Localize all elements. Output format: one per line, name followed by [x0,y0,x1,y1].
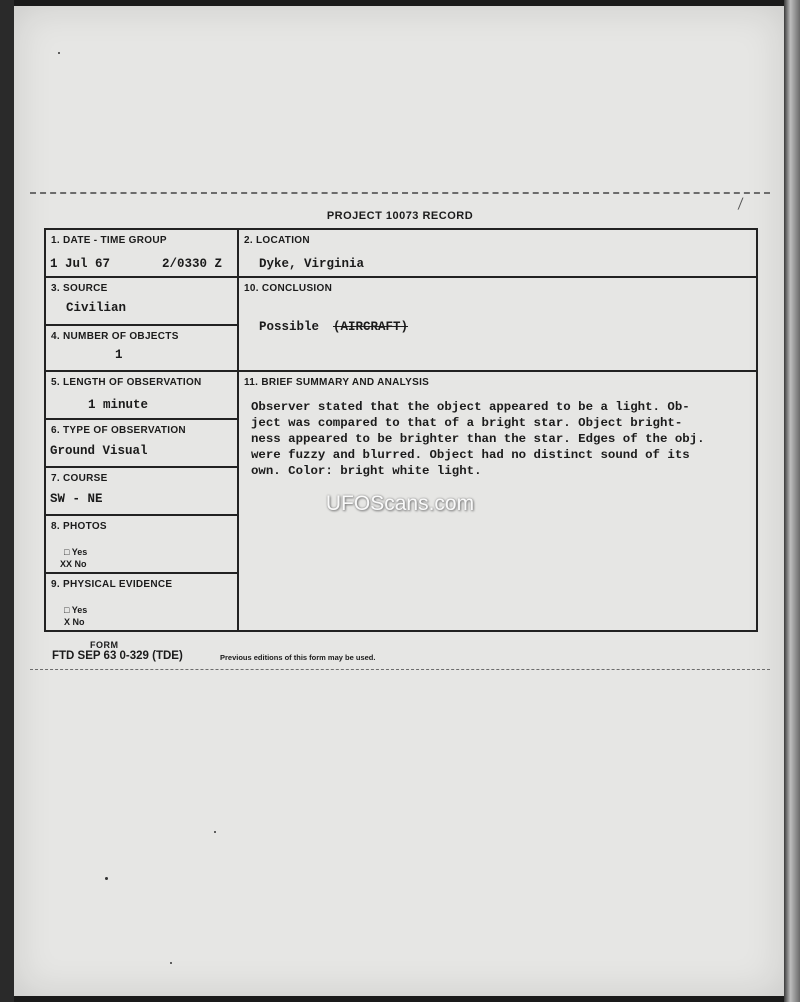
bottom-rule [30,669,770,670]
summary-line: ject was compared to that of a bright star. Object bright- [251,416,683,430]
photos-yes-option [64,547,87,557]
length-of-observation-label: 5. LENGTH OF OBSERVATION [51,377,202,388]
checkbox-empty-icon: □ [64,605,70,615]
brief-summary-text [251,399,751,479]
conclusion-struck-value: (AIRCRAFT) [333,320,409,334]
summary-line: ness appeared to be brighter than the star. Edges of the obj. [251,432,705,446]
location-value: Dyke, Virginia [259,257,365,271]
check-mark-icon: ⁄ [738,195,745,214]
photos-no-mark: XX [60,559,73,569]
number-of-objects-value: 1 [115,348,123,362]
number-of-objects-label: 4. NUMBER OF OBJECTS [51,331,179,342]
conclusion-cell [239,278,756,372]
summary-line: were fuzzy and blurred. Object had no distinct sound of its [251,448,690,462]
photos-yes-label: Yes [71,547,88,557]
physical-evidence-cell [46,574,239,630]
number-of-objects-cell [46,326,239,372]
record-title: PROJECT 10073 RECORD [326,210,474,222]
course-label: 7. COURSE [51,473,108,484]
scan-speck [214,831,216,833]
date-value: 1 Jul 67 [50,257,111,271]
length-of-observation-cell [46,372,239,420]
source-cell [46,278,239,326]
physical-evidence-label: 9. PHYSICAL EVIDENCE [51,579,173,590]
physical-evidence-no-mark: X [64,617,71,627]
course-value: SW - NE [50,492,103,506]
time-value: 2/0330 Z [162,257,223,271]
record-form [44,228,758,632]
physical-evidence-no-label: No [72,617,85,627]
checkbox-empty-icon: □ [64,547,70,557]
photos-no-option [60,559,87,569]
photos-label: 8. PHOTOS [51,521,107,532]
conclusion-label: 10. CONCLUSION [244,283,333,294]
footer-form-id: FTD SEP 63 0-329 (TDE) [52,650,183,662]
source-value: Civilian [66,301,127,315]
type-of-observation-cell [46,420,239,468]
conclusion-value: Possible [259,320,320,334]
location-label: 2. LOCATION [244,235,310,246]
scan-speck [170,962,172,964]
footer-note: Previous editions of this form may be used. [220,653,376,662]
summary-line: own. Color: bright white light. [251,464,482,478]
scan-speck [105,877,108,880]
summary-line: Observer stated that the object appeared to be a light. Ob- [251,400,690,414]
date-time-cell [46,230,239,278]
physical-evidence-yes-label: Yes [71,605,88,615]
length-of-observation-value: 1 minute [88,398,149,412]
brief-summary-label: 11. BRIEF SUMMARY AND ANALYSIS [244,377,430,388]
type-of-observation-value: Ground Visual [50,444,148,458]
top-rule [30,192,770,194]
footer-form-label: FORM [90,640,119,650]
location-cell [239,230,756,278]
source-label: 3. SOURCE [51,283,108,294]
photos-no-label: No [74,559,87,569]
physical-evidence-yes-option [64,605,87,615]
date-time-label: 1. DATE - TIME GROUP [51,235,167,246]
photos-cell [46,516,239,574]
scan-speck [58,52,60,54]
physical-evidence-no-option [64,617,85,627]
type-of-observation-label: 6. TYPE OF OBSERVATION [51,425,186,436]
watermark: UFOScans.com [325,492,475,515]
